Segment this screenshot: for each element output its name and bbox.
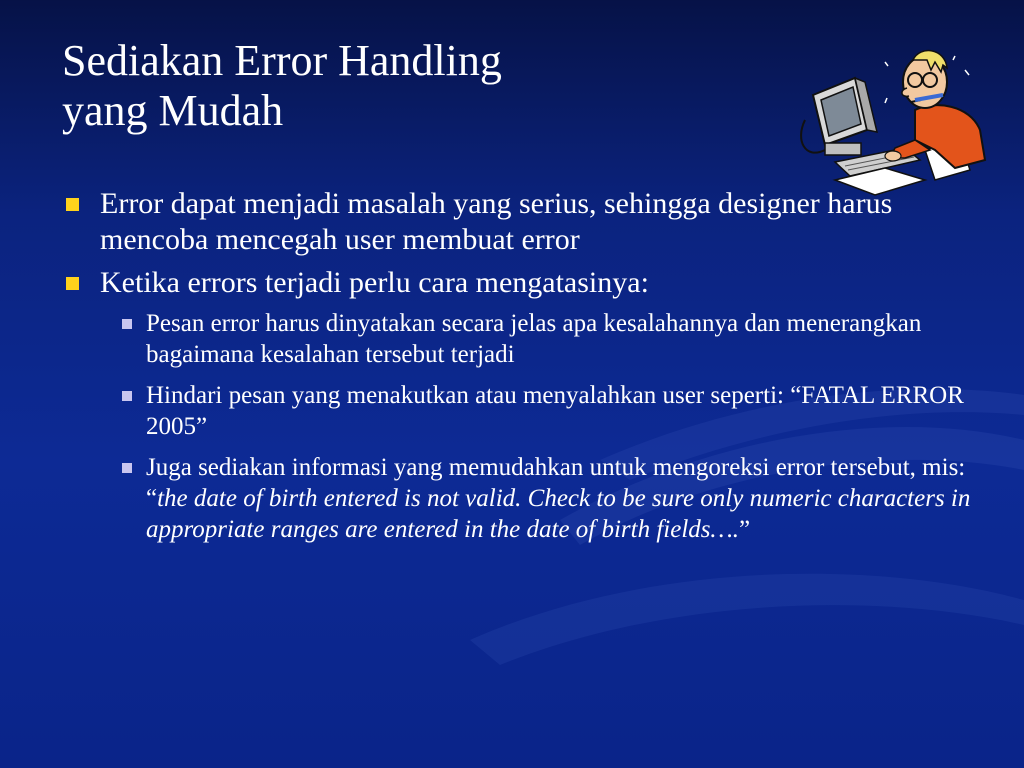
bullet-item: [62, 186, 972, 258]
square-bullet-icon: [66, 198, 79, 211]
programmer-at-computer-icon: [795, 40, 995, 200]
sub-bullet-item: [120, 380, 972, 442]
slide-title: [62, 36, 702, 136]
square-bullet-icon: [122, 463, 132, 473]
example-error-message: the date of birth entered is not valid. Check to be sure only numeric characters in appropriate ranges are entered in the date of birth fields….: [146, 485, 971, 543]
sub-bullet-list: [62, 308, 972, 545]
sub-bullet-text: Pesan error harus dinyatakan secara jelas apa kesalahannya dan menerangkan bagaimana kesalahan tersebut terjadi: [146, 310, 922, 368]
slide-content: [62, 186, 972, 555]
sub-bullet-item: [120, 308, 972, 370]
title-line-1: Sediakan Error Handling: [62, 36, 502, 85]
square-bullet-icon: [122, 391, 132, 401]
bullet-item: [62, 265, 972, 301]
square-bullet-icon: [66, 277, 79, 290]
sub-bullet-text-before: Juga sediakan informasi yang memudahkan untuk mengoreksi error tersebut, mis: “: [146, 454, 966, 512]
sub-bullet-text-after: ”: [739, 516, 751, 543]
title-line-2: yang Mudah: [62, 86, 284, 135]
sub-bullet-text: Hindari pesan yang menakutkan atau menyalahkan user seperti: “FATAL ERROR 2005”: [146, 382, 964, 440]
square-bullet-icon: [122, 319, 132, 329]
bullet-text: Ketika errors terjadi perlu cara mengatasinya:: [100, 266, 649, 299]
bullet-text: Error dapat menjadi masalah yang serius, sehingga designer harus mencoba mencegah user membuat error: [100, 187, 893, 256]
sub-bullet-item: [120, 452, 972, 545]
